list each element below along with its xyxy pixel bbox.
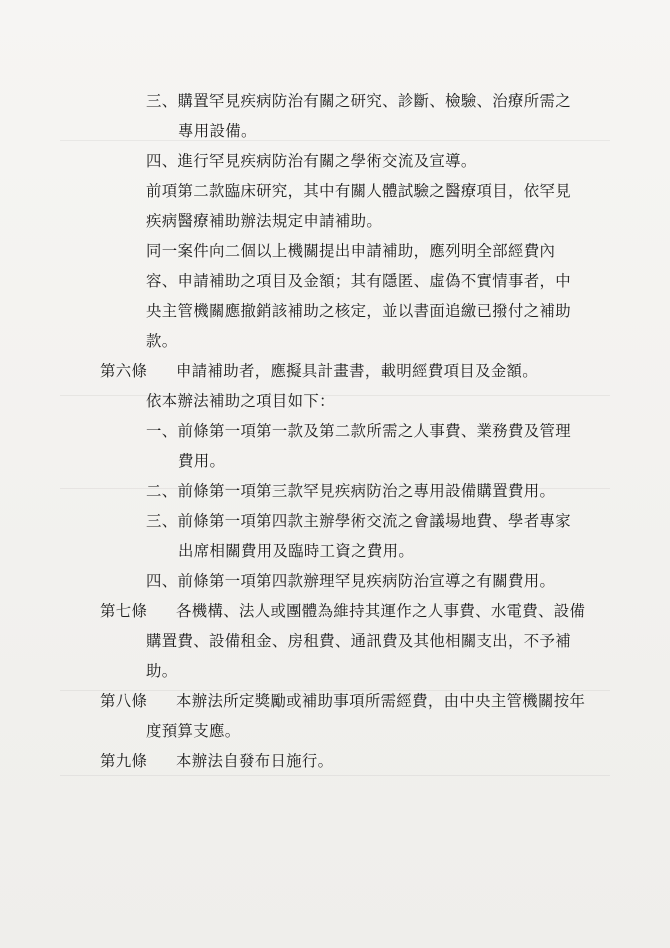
- text-line: 四、前條第一項第四款辦理罕見疾病防治宣導之有關費用。: [146, 572, 556, 590]
- text-line: 購置費、設備租金、房租費、通訊費及其他相關支出，不予補: [146, 632, 571, 650]
- text-line: 疾病醫療補助辦法規定申請補助。: [146, 212, 383, 230]
- article-label: 第六條: [100, 362, 148, 380]
- text-line: 助。: [146, 662, 178, 680]
- text-line: 一、前條第一項第一款及第二款所需之人事費、業務費及管理: [146, 422, 571, 440]
- article-label: 第七條: [100, 602, 148, 620]
- text-line: 費用。: [178, 452, 226, 470]
- text-line: 本辦法所定獎勵或補助事項所需經費，由中央主管機關按年: [176, 692, 586, 710]
- text-line: 前項第二款臨床研究，其中有關人體試驗之醫療項目，依罕見: [146, 182, 571, 200]
- text-line: 依本辦法補助之項目如下：: [146, 392, 335, 410]
- bleed-through-mark: [60, 140, 610, 141]
- text-line: 三、購置罕見疾病防治有關之研究、診斷、檢驗、治療所需之: [146, 92, 571, 110]
- article-label: 第八條: [100, 692, 148, 710]
- text-line: 本辦法自發布日施行。: [176, 752, 334, 770]
- text-line: 出席相關費用及臨時工資之費用。: [178, 542, 415, 560]
- bleed-through-mark: [60, 775, 610, 776]
- text-line: 度預算支應。: [146, 722, 241, 740]
- text-line: 款。: [146, 332, 178, 350]
- text-line: 四、進行罕見疾病防治有關之學術交流及宣導。: [146, 152, 477, 170]
- text-line: 申請補助者，應擬具計畫書，載明經費項目及金額。: [176, 362, 539, 380]
- article-label: 第九條: [100, 752, 148, 770]
- bleed-through-mark: [60, 395, 610, 396]
- text-line: 各機構、法人或團體為維持其運作之人事費、水電費、設備: [176, 602, 586, 620]
- text-line: 專用設備。: [178, 122, 257, 140]
- text-line: 二、前條第一項第三款罕見疾病防治之專用設備購置費用。: [146, 482, 556, 500]
- text-line: 央主管機關應撤銷該補助之核定，並以書面追繳已撥付之補助: [146, 302, 571, 320]
- text-line: 容、申請補助之項目及金額；其有隱匿、虛偽不實情事者，中: [146, 272, 571, 290]
- text-line: 同一案件向二個以上機關提出申請補助，應列明全部經費內: [146, 242, 556, 260]
- text-line: 三、前條第一項第四款主辦學術交流之會議場地費、學者專家: [146, 512, 571, 530]
